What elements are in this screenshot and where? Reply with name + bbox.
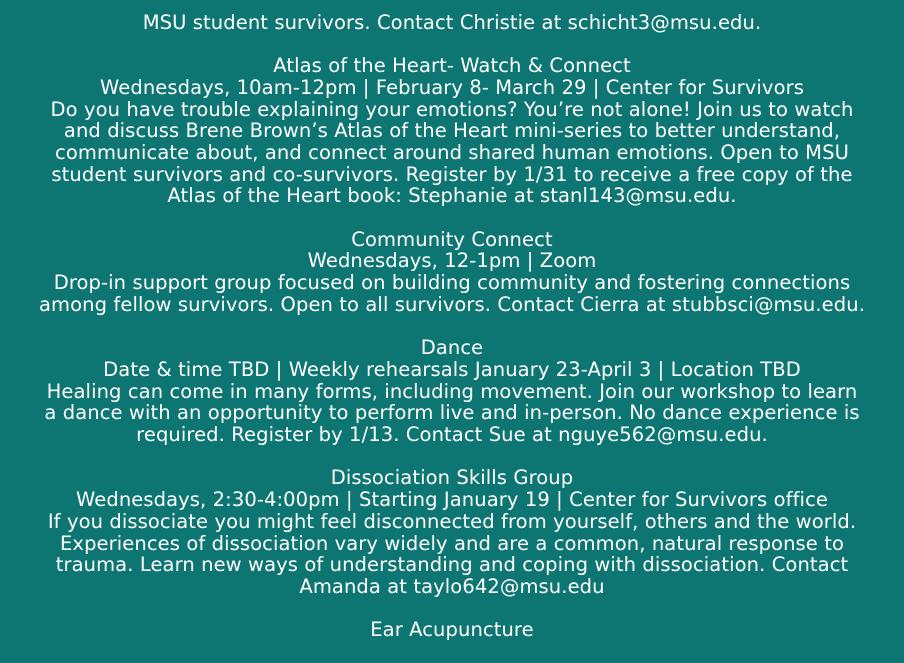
description-line: Amanda at taylo642@msu.edu [299, 574, 605, 598]
description-line: among fellow survivors. Open to all survivors. Contact Cierra at stubbsci@msu.edu. [39, 292, 865, 316]
description-line: Experiences of dissociation vary widely and are a common, natural response to [60, 531, 844, 555]
event-schedule: Date & time TBD | Weekly rehearsals January 23-April 3 | Location TBD [103, 357, 801, 381]
event-dissociation-skills-group [0, 467, 904, 597]
event-schedule: Wednesdays, 10am-12pm | February 8- March 29 | Center for Survivors [100, 75, 804, 99]
description-line: a dance with an opportunity to perform live and in-person. No dance experience is [44, 401, 860, 425]
description-line: trauma. Learn new ways of understanding and coping with dissociation. Contact [55, 553, 849, 577]
event-dance [0, 337, 904, 446]
event-title: Dissociation Skills Group [330, 466, 574, 490]
event-title: Atlas of the Heart- Watch & Connect [273, 54, 631, 78]
event-title: Ear Acupuncture [370, 618, 534, 642]
description-line: MSU student survivors. Contact Christie at schicht3@msu.edu. [142, 10, 762, 34]
description-line: Healing can come in many forms, including movement. Join our workshop to learn [46, 379, 858, 403]
description-line [0, 0, 904, 12]
description-line: required. Register by 1/13. Contact Sue at nguye562@msu.edu. [136, 423, 768, 447]
description-line: Atlas of the Heart book: Stephanie at stanl143@msu.edu. [167, 184, 737, 208]
description-line: If you dissociate you might feel disconnected from yourself, others and the world. [47, 509, 857, 533]
description-line: student survivors and co-survivors. Register by 1/31 to receive a free copy of the [51, 162, 853, 186]
event-title: Dance [420, 336, 484, 360]
event-schedule: Wednesdays, 2:30-4:00pm | Starting January 19 | Center for Survivors office [76, 488, 828, 512]
event-title: Community Connect [351, 227, 553, 251]
event-atlas-of-the-heart [0, 55, 904, 207]
description-line: Drop-in support group focused on building community and fostering connections [53, 271, 851, 295]
description-line: communicate about, and connect around shared human emotions. Open to MSU [55, 140, 849, 164]
description-line: Do you have trouble explaining your emotions? You’re not alone! Join us to watch [50, 97, 854, 121]
event-ear-acupuncture [0, 619, 904, 641]
event-schedule: Wednesdays, 12-1pm | Zoom [307, 249, 597, 273]
previous-event-fragment [0, 0, 904, 33]
description-line: and discuss Brene Brown’s Atlas of the Heart mini-series to better understand, [63, 119, 841, 143]
event-community-connect [0, 229, 904, 316]
